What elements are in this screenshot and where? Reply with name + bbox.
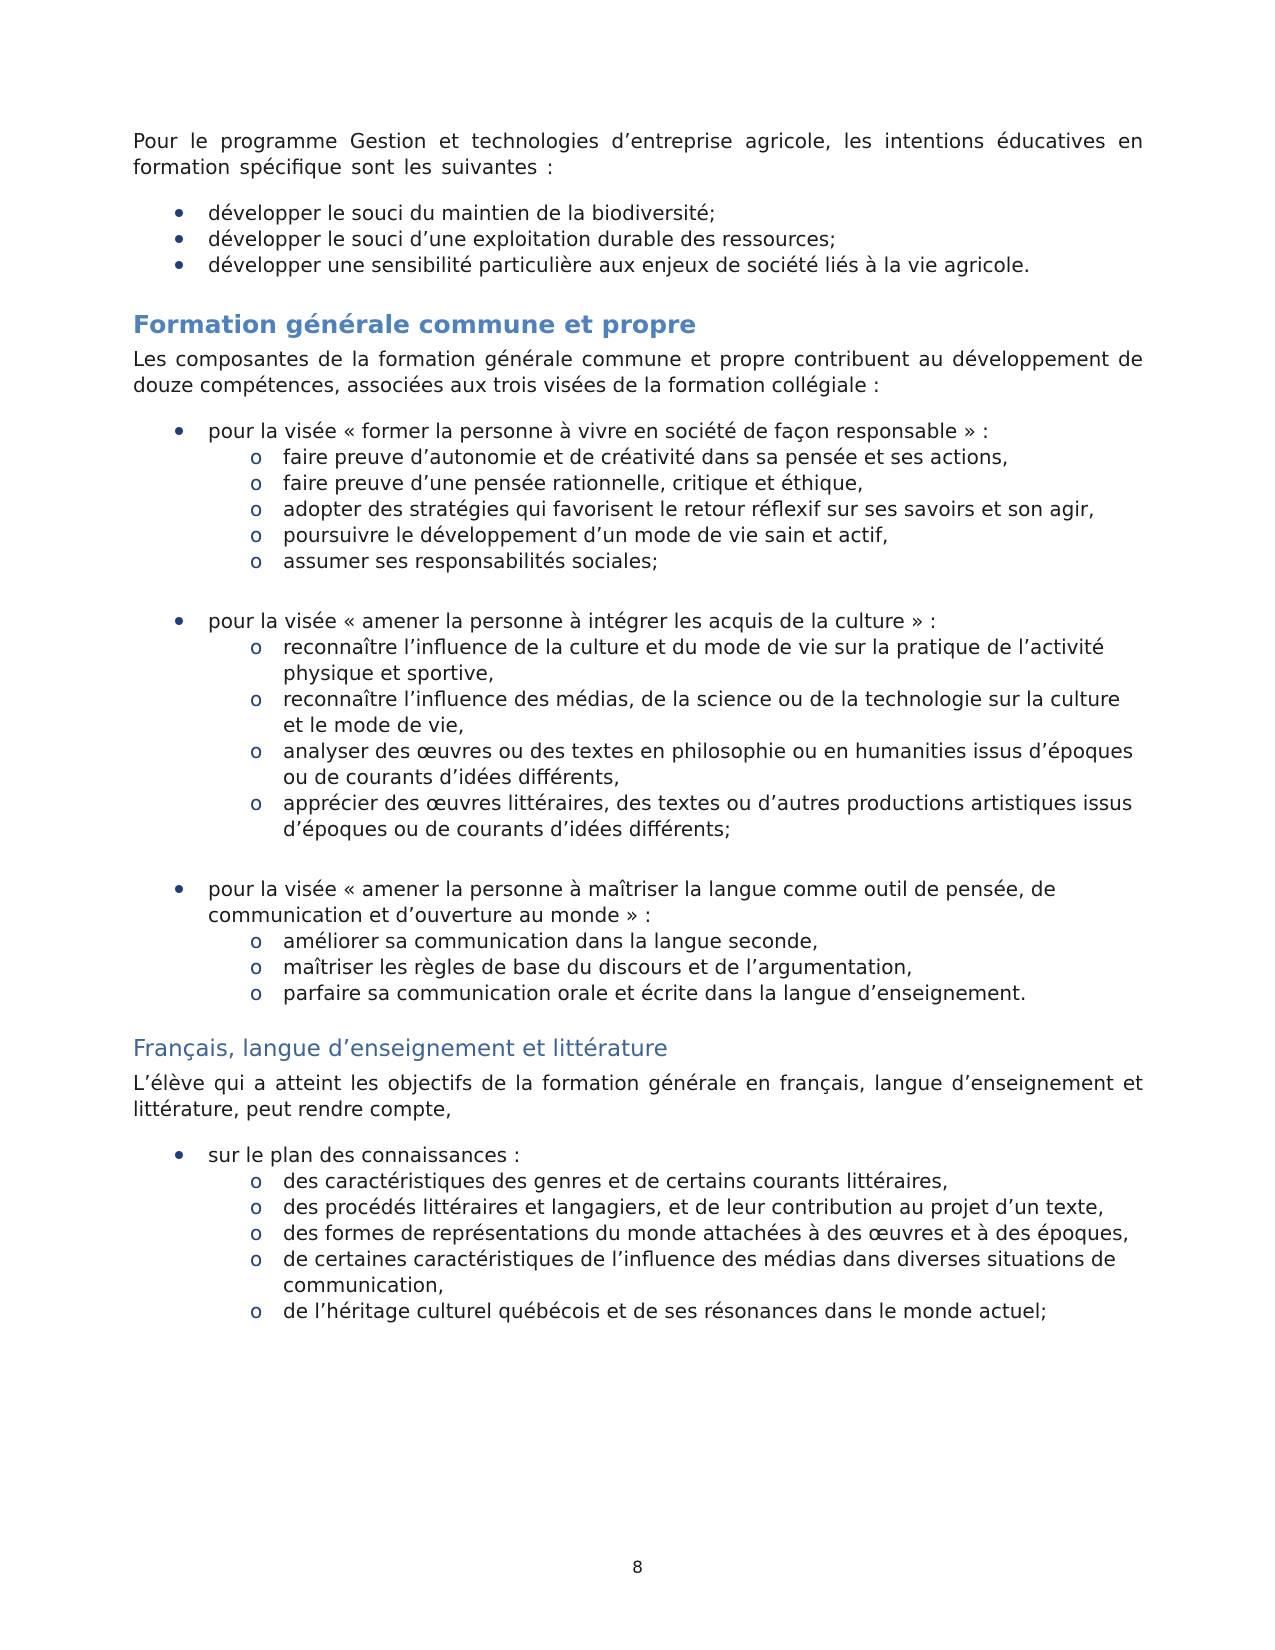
list-item: pour la visée « amener la personne à intégrer les acquis de la culture » : o reconnaître l’influence de la culture et du mode de vie sur la pratique de l’activité physique et sportive, o reconnaître l’influence des médias, de la science ou de la technologie sur la culture et le mode de vie, o analyser des œuvres ou des textes en philosophie ou en humanities issus d’époques ou de courants d’idées différents, o apprécier des œuvres littéraires, des textes ou d’autres productions artistiques issus d’époques ou de courants d’idées différents; [133,608,1143,842]
circle-bullet-icon: o [250,549,263,573]
intro-paragraph: Pour le programme Gestion et technologies d’entreprise agricole, les intentions éducatives en formation spécifique sont les suivantes : [133,129,1143,179]
list-item: développer une sensibilité particulière aux enjeux de société liés à la vie agricole. [133,252,1143,278]
circle-bullet-icon: o [250,981,263,1005]
document-page [133,128,1143,1324]
circle-bullet-icon: o [250,687,263,711]
sub-list [208,1168,1143,1324]
sub-list-item: o adopter des stratégies qui favorisent le retour réflexif sur ses savoirs et son agir, [250,497,1095,521]
circle-bullet-icon: o [250,791,263,815]
sub-list-item: o reconnaître l’influence de la culture et du mode de vie sur la pratique de l’activité physique et sportive, [250,635,1105,685]
list-item: développer le souci d’une exploitation durable des ressources; [133,226,1143,252]
bullet-icon [175,617,183,625]
list-item: pour la visée « amener la personne à maîtriser la langue comme outil de pensée, de communication et d’ouverture au monde » : o améliorer sa communication dans la langue seconde, o maîtriser les règles de base du discours et de l’argumentation, o parfaire sa communication orale et écrite dans la langue d’enseignement. [133,876,1143,1006]
page-number: 8 [632,1558,643,1578]
circle-bullet-icon: o [250,955,263,979]
list-item: sur le plan des connaissances : o des caractéristiques des genres et de certains courants littéraires, o des procédés littéraires et langagiers, et de leur contribution au projet d’un texte, o des formes de représentations du monde attachées à des œuvres et à des époques, o de certaines caractéristiques de l’influence des médias dans diverses situations de communication, o de l’héritage culturel québécois et de ses résonances dans le monde actuel; [133,1142,1143,1324]
sub-list-item: o faire preuve d’une pensée rationnelle, critique et éthique, [250,471,864,495]
bullet-icon [175,235,183,243]
circle-bullet-icon: o [250,1195,263,1219]
circle-bullet-icon: o [250,635,263,659]
section-heading-francais: Français, langue d’enseignement et littérature [133,1036,668,1062]
sub-list-item: o reconnaître l’influence des médias, de la science ou de la technologie sur la culture et le mode de vie, [250,687,1121,737]
list-item: développer le souci du maintien de la biodiversité; [133,200,1143,226]
circle-bullet-icon: o [250,739,263,763]
circle-bullet-icon: o [250,1221,263,1245]
sub-list [208,634,1143,842]
bullet-icon [175,261,183,269]
circle-bullet-icon: o [250,497,263,521]
bullet-icon [175,209,183,217]
section-paragraph: Les composantes de la formation générale commune et propre contribuent au développement de douze compétences, associées aux trois visées de la formation collégiale : [133,347,1143,397]
list-item: pour la visée « former la personne à vivre en société de façon responsable » : o faire preuve d’autonomie et de créativité dans sa pensée et ses actions, o faire preuve d’une pensée rationnelle, critique et éthique, o adopter des stratégies qui favorisent le retour réflexif sur ses savoirs et son agir, o poursuivre le développement d’un mode de vie sain et actif, o assumer ses responsabilités sociales; [133,418,1143,574]
sub-list-item: o maîtriser les règles de base du discours et de l’argumentation, [250,955,913,979]
sub-list-item: o des procédés littéraires et langagiers, et de leur contribution au projet d’un texte, [250,1195,1104,1219]
section-paragraph: L’élève qui a atteint les objectifs de la formation générale en français, langue d’enseignement et littérature, peut rendre compte, [133,1071,1143,1121]
sub-list-item: o faire preuve d’autonomie et de créativité dans sa pensée et ses actions, [250,445,1009,469]
intro-bullet-list [133,200,1143,278]
circle-bullet-icon: o [250,1169,263,1193]
section-heading-formation-generale: Formation générale commune et propre [133,310,697,339]
sub-list-item: o de certaines caractéristiques de l’influence des médias dans diverses situations de communication, [250,1247,1116,1297]
connaissances-list [133,1142,1143,1324]
sub-list-item: o apprécier des œuvres littéraires, des textes ou d’autres productions artistiques issus d’époques ou de courants d’idées différents; [250,791,1133,841]
bullet-icon [175,1151,183,1159]
sub-list-item: o des caractéristiques des genres et de certains courants littéraires, [250,1169,949,1193]
sub-list-item: o de l’héritage culturel québécois et de ses résonances dans le monde actuel; [250,1299,1048,1323]
sub-list-item: o des formes de représentations du monde attachées à des œuvres et à des époques, [250,1221,1129,1245]
circle-bullet-icon: o [250,1299,263,1323]
sub-list-item: o parfaire sa communication orale et écrite dans la langue d’enseignement. [250,981,1027,1005]
circle-bullet-icon: o [250,523,263,547]
bullet-icon [175,427,183,435]
circle-bullet-icon: o [250,1247,263,1271]
visees-list [133,418,1143,1006]
sub-list [208,928,1143,1006]
sub-list [208,444,1143,574]
sub-list-item: o assumer ses responsabilités sociales; [250,549,659,573]
sub-list-item: o améliorer sa communication dans la langue seconde, [250,929,819,953]
circle-bullet-icon: o [250,929,263,953]
circle-bullet-icon: o [250,471,263,495]
circle-bullet-icon: o [250,445,263,469]
bullet-icon [175,885,183,893]
sub-list-item: o poursuivre le développement d’un mode de vie sain et actif, [250,523,889,547]
sub-list-item: o analyser des œuvres ou des textes en philosophie ou en humanities issus d’époques ou de courants d’idées différents, [250,739,1134,789]
